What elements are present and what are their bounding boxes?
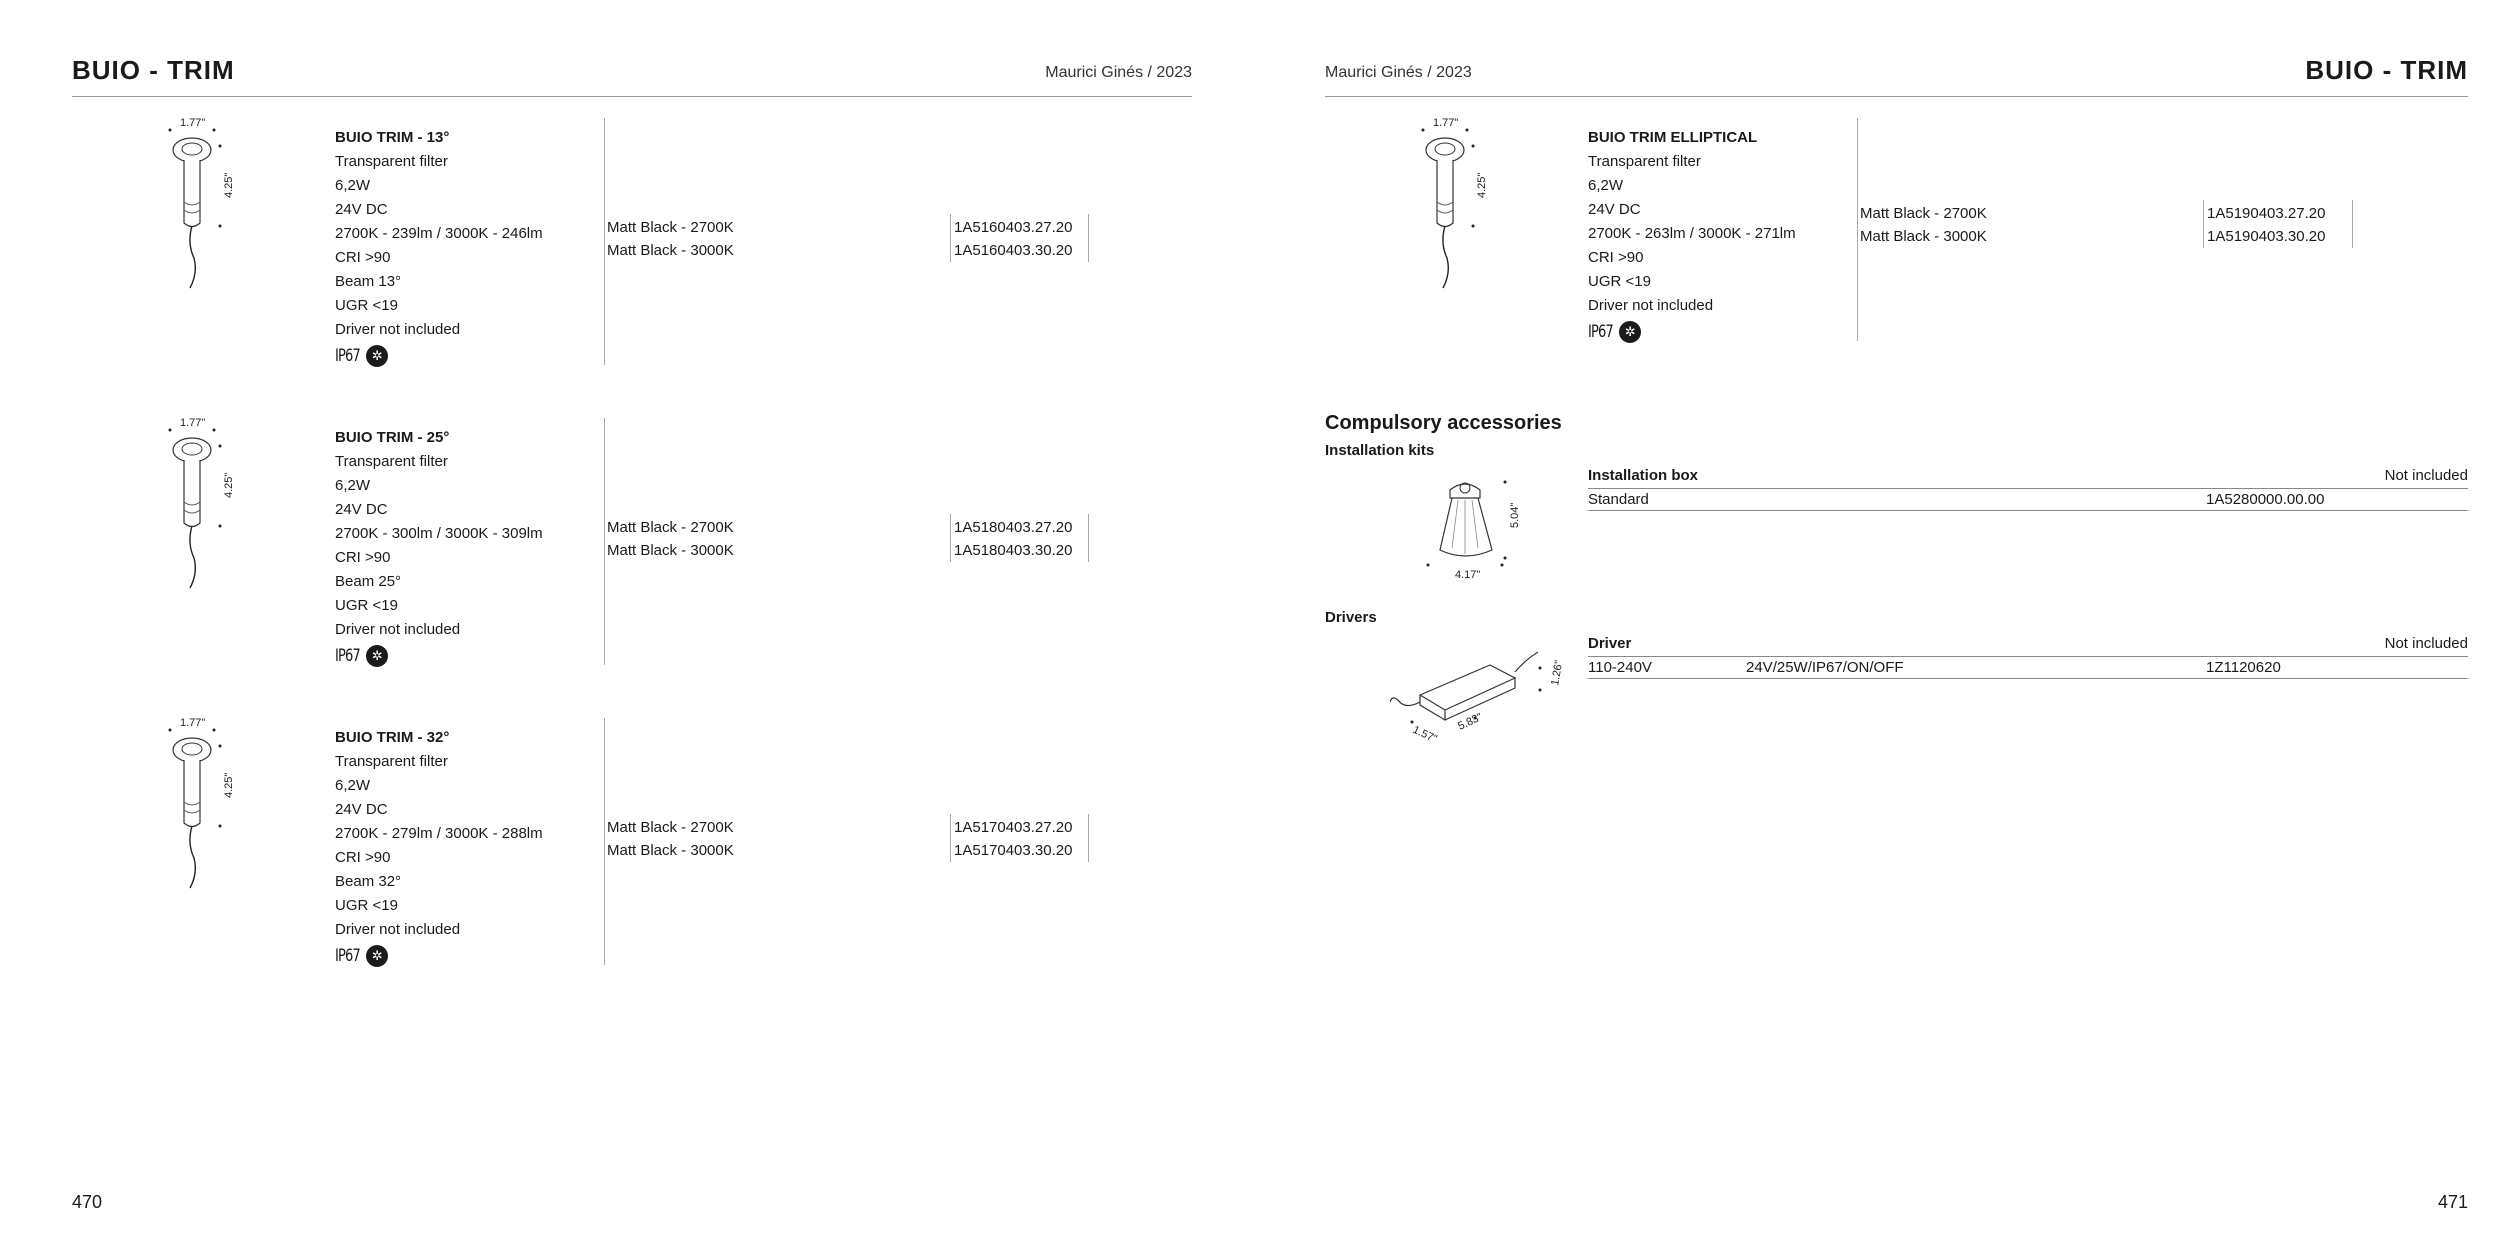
variant-name: Matt Black - 3000K bbox=[607, 542, 734, 559]
variant-name: Matt Black - 2700K bbox=[607, 819, 734, 836]
row-code: 1A5280000.00.00 bbox=[2206, 491, 2325, 508]
dim-b-label: 5.83" bbox=[1456, 711, 1485, 733]
spec-line: 2700K - 263lm / 3000K - 271lm bbox=[1588, 225, 1796, 242]
dim-height-label: 4.25" bbox=[223, 172, 235, 198]
outdoor-icon: ✲ bbox=[1619, 321, 1641, 343]
product-block bbox=[0, 718, 1250, 965]
variant-table bbox=[607, 216, 1094, 262]
outdoor-icon: ✲ bbox=[366, 645, 388, 667]
row-voltage: 110-240V bbox=[1588, 659, 1652, 676]
column-divider bbox=[604, 118, 605, 365]
code-divider bbox=[950, 214, 951, 262]
dim-width-label: 1.77" bbox=[1433, 118, 1459, 129]
spec-line: Transparent filter bbox=[335, 753, 448, 770]
installation-box-icon bbox=[1410, 470, 1540, 585]
table-header-status: Not included bbox=[2384, 467, 2468, 484]
column-divider bbox=[604, 718, 605, 965]
lamp-drawing bbox=[162, 118, 252, 298]
page-title: BUIO - TRIM bbox=[2305, 55, 2468, 85]
variant-table bbox=[607, 516, 1094, 562]
row-code: 1Z1120620 bbox=[2206, 659, 2281, 676]
ip-label: IP67 bbox=[335, 946, 360, 966]
code-divider bbox=[950, 514, 951, 562]
variant-code: 1A5190403.27.20 bbox=[2207, 205, 2326, 222]
dim-width-label: 1.77" bbox=[180, 418, 206, 429]
spec-line: Driver not included bbox=[1588, 297, 1714, 314]
table-row bbox=[1588, 657, 2468, 679]
spec-line: Driver not included bbox=[335, 921, 461, 938]
spec-line: CRI >90 bbox=[335, 249, 391, 266]
row-name: Standard bbox=[1588, 491, 1649, 508]
dim-height-label: 4.25" bbox=[223, 772, 235, 798]
code-divider bbox=[1088, 514, 1089, 562]
spec-line: 24V DC bbox=[1588, 201, 1641, 218]
driver-icon bbox=[1390, 640, 1570, 745]
row-spec: 24V/25W/IP67/ON/OFF bbox=[1746, 659, 1904, 676]
dim-height-label: 5.04" bbox=[1509, 502, 1521, 528]
header-divider bbox=[1325, 96, 2468, 97]
lamp-drawing bbox=[162, 418, 252, 598]
spec-line: Beam 13° bbox=[335, 273, 402, 290]
product-name: BUIO TRIM ELLIPTICAL bbox=[1588, 129, 1758, 146]
code-divider bbox=[1088, 814, 1089, 862]
spec-line: 2700K - 300lm / 3000K - 309lm bbox=[335, 525, 543, 542]
variant-table bbox=[607, 816, 1094, 862]
code-divider bbox=[2352, 200, 2353, 248]
right-page bbox=[1250, 0, 2500, 1250]
installation-box-table bbox=[1588, 467, 2468, 511]
dim-width-label: 1.77" bbox=[180, 118, 206, 129]
installation-kits-subtitle: Installation kits bbox=[1325, 442, 1435, 459]
spec-line: 2700K - 239lm / 3000K - 246lm bbox=[335, 225, 543, 242]
dim-c-label: 1.26" bbox=[1549, 659, 1566, 687]
dim-height-label: 4.25" bbox=[223, 472, 235, 498]
product-block bbox=[1250, 118, 2500, 341]
product-specs bbox=[335, 126, 543, 368]
spec-line: Beam 25° bbox=[335, 573, 402, 590]
variant-name: Matt Black - 2700K bbox=[1860, 205, 1987, 222]
page-number: 470 bbox=[72, 1192, 103, 1212]
variant-row bbox=[607, 239, 1094, 262]
driver-table bbox=[1588, 635, 2468, 679]
code-divider bbox=[2203, 200, 2204, 248]
spec-line: 6,2W bbox=[335, 777, 371, 794]
product-specs bbox=[1588, 126, 1796, 344]
spec-line: 6,2W bbox=[1588, 177, 1624, 194]
code-divider bbox=[950, 814, 951, 862]
spec-line: Beam 32° bbox=[335, 873, 402, 890]
variant-row bbox=[607, 816, 1094, 839]
ip-rating bbox=[335, 344, 543, 368]
column-divider bbox=[604, 418, 605, 665]
spec-line: 6,2W bbox=[335, 477, 371, 494]
spec-line: 24V DC bbox=[335, 801, 388, 818]
spec-line: Transparent filter bbox=[1588, 153, 1701, 170]
table-header-status: Not included bbox=[2384, 635, 2468, 652]
spec-line: UGR <19 bbox=[335, 897, 398, 914]
header-divider bbox=[72, 96, 1192, 97]
dim-height-label: 4.25" bbox=[1476, 172, 1488, 198]
table-header bbox=[1588, 635, 2468, 657]
spec-line: UGR <19 bbox=[335, 297, 398, 314]
variant-name: Matt Black - 3000K bbox=[607, 842, 734, 859]
variant-name: Matt Black - 3000K bbox=[607, 242, 734, 259]
ip-label: IP67 bbox=[335, 646, 360, 666]
variant-row bbox=[607, 516, 1094, 539]
ip-rating bbox=[1588, 320, 1796, 344]
dim-width-label: 1.77" bbox=[180, 718, 206, 729]
ip-rating bbox=[335, 644, 543, 668]
spec-line: CRI >90 bbox=[335, 549, 391, 566]
variant-name: Matt Black - 2700K bbox=[607, 219, 734, 236]
spec-line: Transparent filter bbox=[335, 153, 448, 170]
column-divider bbox=[1857, 118, 1858, 341]
variant-code: 1A5170403.27.20 bbox=[954, 819, 1073, 836]
ip-label: IP67 bbox=[335, 346, 360, 366]
variant-row bbox=[607, 216, 1094, 239]
variant-code: 1A5160403.30.20 bbox=[954, 242, 1073, 259]
spec-line: 2700K - 279lm / 3000K - 288lm bbox=[335, 825, 543, 842]
spec-line: Driver not included bbox=[335, 321, 461, 338]
lamp-drawing bbox=[1415, 118, 1505, 298]
variant-row bbox=[607, 539, 1094, 562]
outdoor-icon: ✲ bbox=[366, 945, 388, 967]
spec-line: Driver not included bbox=[335, 621, 461, 638]
variant-name: Matt Black - 2700K bbox=[607, 519, 734, 536]
variant-code: 1A5160403.27.20 bbox=[954, 219, 1073, 236]
table-header-label: Driver bbox=[1588, 635, 1632, 652]
variant-row bbox=[607, 839, 1094, 862]
spec-line: 6,2W bbox=[335, 177, 371, 194]
product-name: BUIO TRIM - 32° bbox=[335, 729, 450, 746]
spec-line: UGR <19 bbox=[1588, 273, 1651, 290]
product-name: BUIO TRIM - 25° bbox=[335, 429, 450, 446]
dim-width-label: 4.17" bbox=[1455, 569, 1481, 581]
product-name: BUIO TRIM - 13° bbox=[335, 129, 450, 146]
product-block bbox=[0, 118, 1250, 365]
variant-row bbox=[1860, 225, 2347, 248]
table-header bbox=[1588, 467, 2468, 489]
ip-label: IP67 bbox=[1588, 322, 1613, 342]
page-title: BUIO - TRIM bbox=[72, 55, 235, 85]
table-header-label: Installation box bbox=[1588, 467, 1699, 484]
product-specs bbox=[335, 426, 543, 668]
variant-code: 1A5170403.30.20 bbox=[954, 842, 1073, 859]
code-divider bbox=[1088, 214, 1089, 262]
variant-name: Matt Black - 3000K bbox=[1860, 228, 1987, 245]
variant-code: 1A5190403.30.20 bbox=[2207, 228, 2326, 245]
ip-rating bbox=[335, 944, 543, 968]
variant-code: 1A5180403.30.20 bbox=[954, 542, 1073, 559]
variant-table bbox=[1860, 202, 2347, 248]
product-specs bbox=[335, 726, 543, 968]
author-credit: Maurici Ginés / 2023 bbox=[1045, 64, 1192, 81]
table-row bbox=[1588, 489, 2468, 511]
dim-a-label: 1.57" bbox=[1410, 723, 1439, 745]
accessories-title: Compulsory accessories bbox=[1325, 412, 1562, 434]
spec-line: UGR <19 bbox=[335, 597, 398, 614]
page-number: 471 bbox=[2437, 1192, 2468, 1212]
spec-line: CRI >90 bbox=[335, 849, 391, 866]
lamp-drawing bbox=[162, 718, 252, 898]
spec-line: 24V DC bbox=[335, 201, 388, 218]
variant-row bbox=[1860, 202, 2347, 225]
product-block bbox=[0, 418, 1250, 665]
drivers-subtitle: Drivers bbox=[1325, 609, 1377, 626]
outdoor-icon: ✲ bbox=[366, 345, 388, 367]
spec-line: 24V DC bbox=[335, 501, 388, 518]
author-credit: Maurici Ginés / 2023 bbox=[1325, 64, 1472, 81]
variant-code: 1A5180403.27.20 bbox=[954, 519, 1073, 536]
spec-line: CRI >90 bbox=[1588, 249, 1644, 266]
spec-line: Transparent filter bbox=[335, 453, 448, 470]
